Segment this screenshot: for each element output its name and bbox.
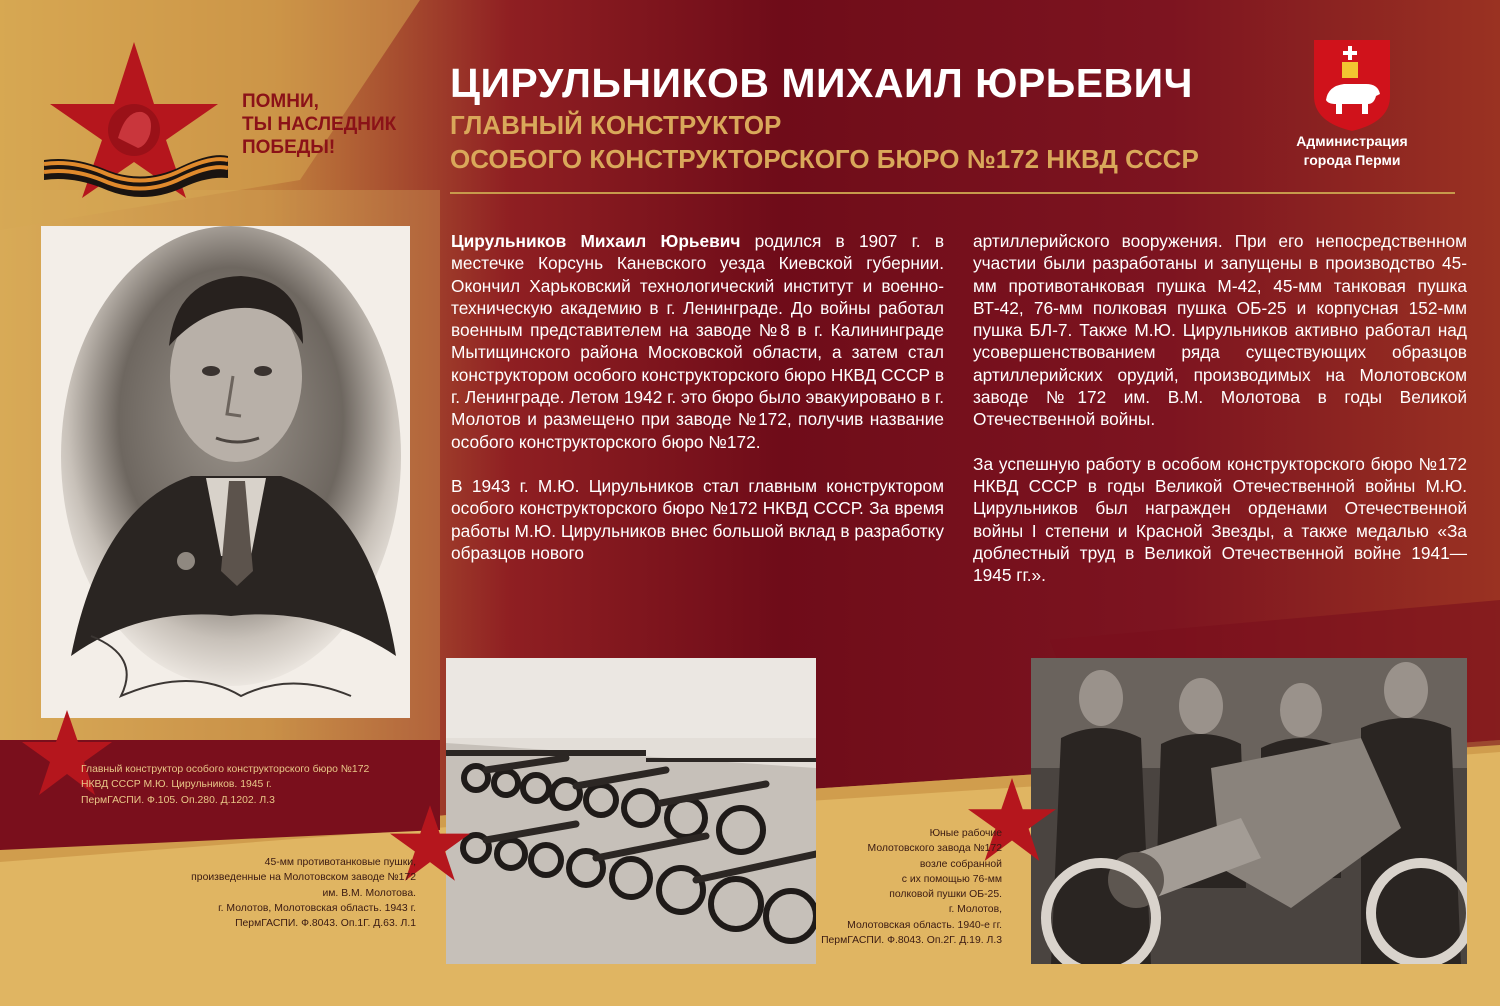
- administration-line2: города Перми: [1303, 152, 1401, 168]
- biography-column-left: [451, 230, 944, 586]
- biography-paragraph-3: артиллерийского вооружения. При его непосредственном участии были разработаны и запущены в производство 45-мм противотанковая пушка М-42, 45-мм танковая пушка ВТ-42, 76-мм полковая пушка ОБ-25 и корпусная 152-мм пушка БЛ-7. Также М.Ю. Цирульников активно работал над усовершенствованием ряда существующих образцов артиллерийских орудий, производимых на Молотовском заводе №172 им. В.М. Молотова в годы Великой Отечественной войны.: [973, 231, 1467, 430]
- position-subtitle: [450, 108, 1300, 176]
- workers-photo: [1031, 658, 1467, 964]
- slogan: [242, 90, 432, 159]
- page-title: ЦИРУЛЬНИКОВ МИХАИЛ ЮРЬЕВИЧ: [450, 60, 1193, 106]
- caption-line: ПермГАСПИ. Ф.105. Оп.280. Д.1202. Л.3: [81, 794, 275, 806]
- position-line1: ГЛАВНЫЙ КОНСТРУКТОР: [450, 110, 782, 140]
- workers-caption: [790, 826, 1002, 948]
- caption-line: ПермГАСПИ. Ф.8043. Оп.1Г. Д.63. Л.1: [235, 918, 416, 930]
- caption-line: Главный конструктор особого конструкторского бюро №172: [81, 764, 370, 775]
- slogan-line2: ТЫ НАСЛЕДНИК: [242, 114, 397, 135]
- biography-paragraph-2: В 1943 г. М.Ю. Цирульников стал главным конструктором особого конструкторского бюро №172 НКВД СССР. За время работы М.Ю. Цирульников внес большой вклад в разработку образцов нового: [451, 475, 944, 563]
- caption-line: НКВД СССР М.Ю. Цирульников. 1945 г.: [81, 779, 272, 791]
- caption-line: возле собранной: [919, 858, 1002, 870]
- caption-line: им. В.М. Молотова.: [322, 887, 416, 899]
- artillery-image: [446, 658, 816, 964]
- position-line2: ОСОБОГО КОНСТРУКТОРСКОГО БЮРО №172 НКВД СССР: [450, 144, 1199, 174]
- caption-line: Юные рабочие: [929, 828, 1002, 839]
- artillery-caption: [150, 855, 416, 931]
- caption-line: ПермГАСПИ. Ф.8043. Оп.2Г. Д.19. Л.3: [821, 935, 1002, 947]
- biography-name: Цирульников Михаил Юрьевич: [451, 231, 741, 251]
- workers-image: [1031, 658, 1467, 964]
- caption-line: г. Молотов, Молотовская область. 1943 г.: [218, 902, 416, 914]
- caption-line: полковой пушки ОБ-25.: [889, 889, 1002, 901]
- biography-paragraph-1: [451, 230, 944, 453]
- portrait-caption: [81, 762, 411, 808]
- caption-line: Молотовского завода №172: [867, 843, 1002, 855]
- caption-line: г. Молотов,: [948, 904, 1002, 916]
- artillery-photo: [446, 658, 816, 964]
- slogan-line3: ПОБЕДЫ!: [242, 137, 336, 158]
- biography-paragraph-4: За успешную работу в особом конструкторского бюро №172 НКВД СССР в годы Великой Отечественной войны М.Ю. Цирульников был награжден орденами Отечественной войны I степени и Красной Звезды, а также медалью «За доблестный труд в Великой Отечественной войне 1941—1945 гг.».: [973, 453, 1467, 586]
- caption-line: с их помощью 76-мм: [901, 873, 1002, 885]
- biography-paragraph-1-text: родился в 1907 г. в местечке Корсунь Каневского уезда Киевской губернии. Окончил Харьковский технологический институт и военно-техническую академию в г. Ленинграде. До войны работал военным представителем на заводе №8 в г. Калининграде Мытищинского района Московской области, а затем стал конструктором особого конструкторского бюро НКВД СССР в г. Ленинграде. Летом 1942 г. это бюро было эвакуировано в г. Молотов и размещено при заводе №172, получив название особого конструкторского бюро №172.: [451, 231, 945, 452]
- administration-label: [1270, 132, 1434, 170]
- caption-line: произведенные на Молотовском заводе №172: [191, 872, 416, 884]
- caption-line: 45-мм противотанковые пушки,: [264, 857, 416, 868]
- red-star-ribbon-icon: [42, 38, 232, 198]
- header-divider: [450, 192, 1455, 194]
- caption-line: Молотовская область. 1940-е гг.: [847, 919, 1002, 931]
- portrait-image: [41, 226, 410, 718]
- administration-line1: Администрация: [1296, 133, 1408, 149]
- biography-column-right: [973, 230, 1467, 608]
- portrait-photo: [41, 226, 410, 718]
- perm-coat-of-arms-icon: [1282, 38, 1422, 133]
- slogan-line1: ПОМНИ,: [242, 91, 319, 112]
